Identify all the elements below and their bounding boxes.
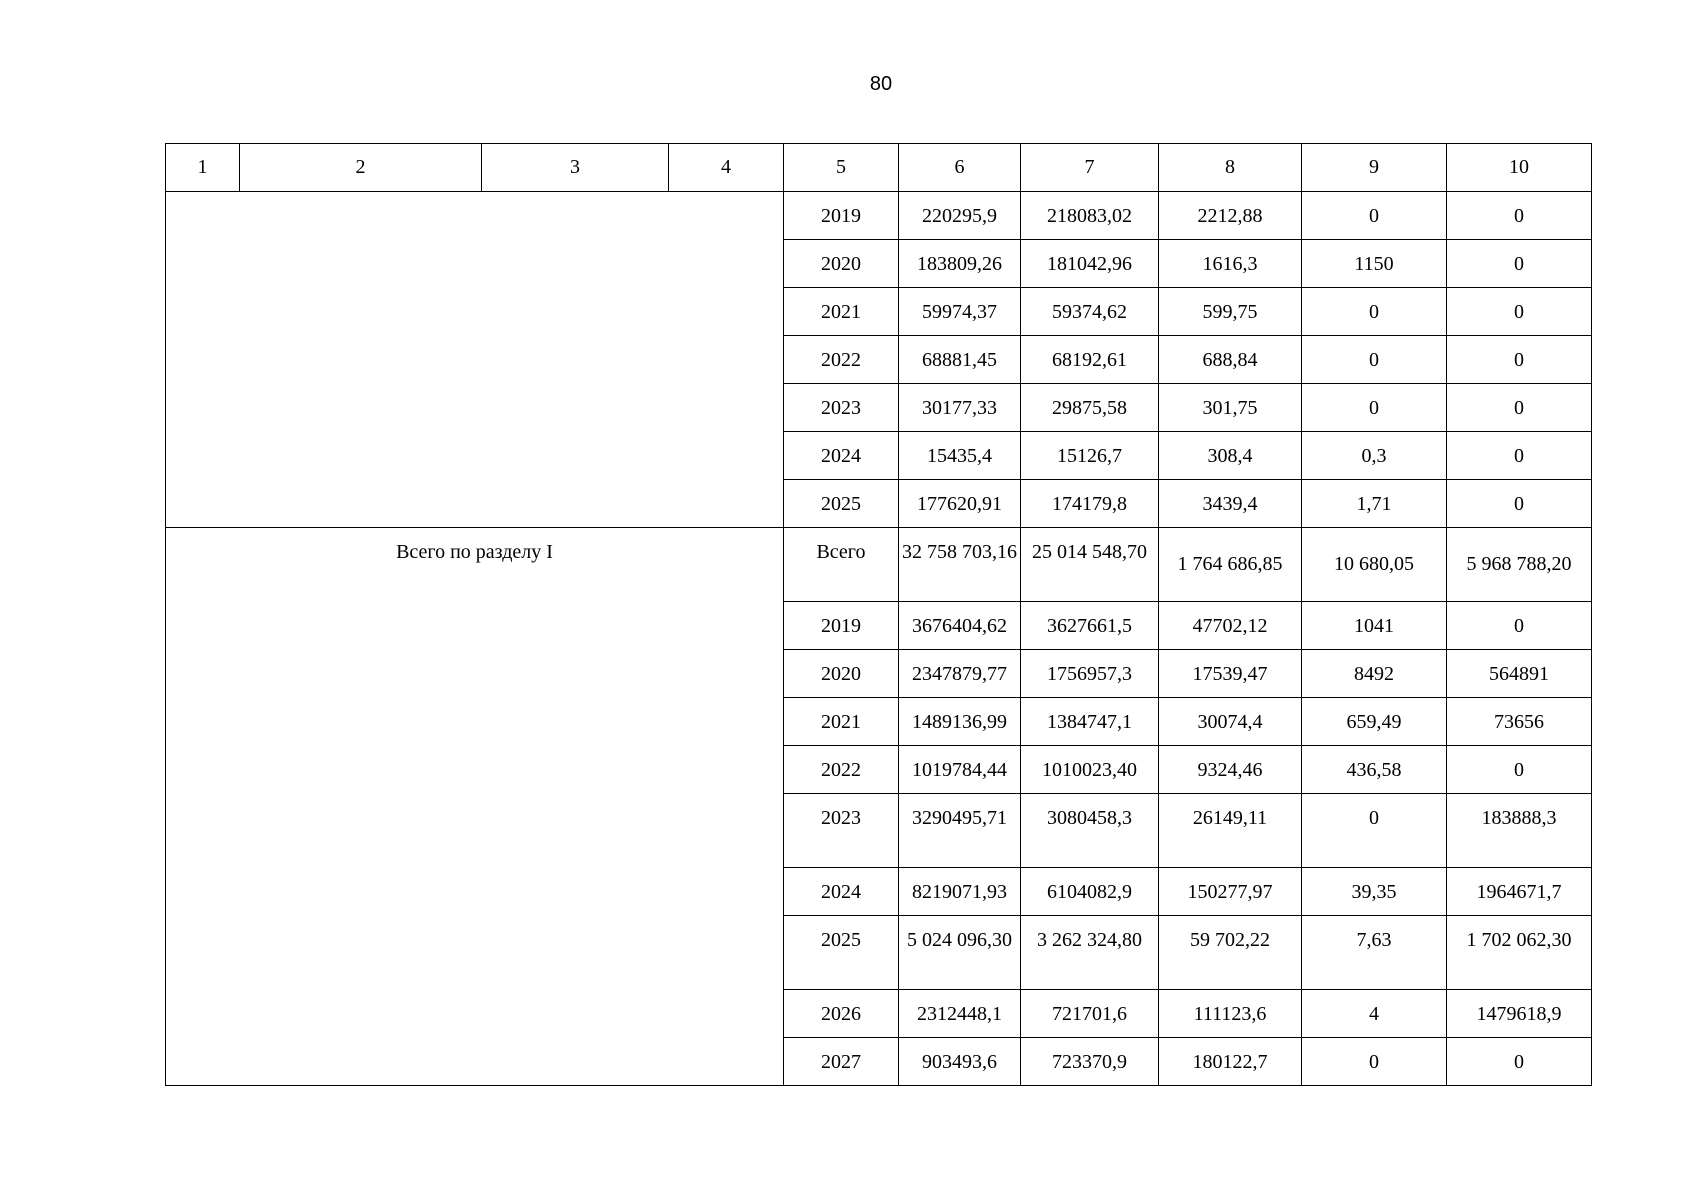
value-cell: 0 <box>1447 1038 1592 1086</box>
year-cell: 2020 <box>784 650 899 698</box>
value-cell: 3676404,62 <box>899 602 1021 650</box>
year-cell: 2019 <box>784 192 899 240</box>
value-cell: 0 <box>1302 288 1447 336</box>
value-cell: 6104082,9 <box>1021 868 1159 916</box>
value-cell: 1 764 686,85 <box>1159 528 1302 602</box>
value-cell: 4 <box>1302 990 1447 1038</box>
header-cell: 5 <box>784 144 899 192</box>
header-cell: 7 <box>1021 144 1159 192</box>
value-cell: 111123,6 <box>1159 990 1302 1038</box>
value-cell: 3 262 324,80 <box>1021 916 1159 990</box>
value-cell: 15126,7 <box>1021 432 1159 480</box>
header-cell: 2 <box>240 144 482 192</box>
value-cell: 59374,62 <box>1021 288 1159 336</box>
value-cell: 1041 <box>1302 602 1447 650</box>
value-cell: 2312448,1 <box>899 990 1021 1038</box>
value-cell: 3439,4 <box>1159 480 1302 528</box>
value-cell: 1150 <box>1302 240 1447 288</box>
value-cell: 17539,47 <box>1159 650 1302 698</box>
value-cell: 0 <box>1447 480 1592 528</box>
value-cell: 2212,88 <box>1159 192 1302 240</box>
header-row <box>166 144 1592 192</box>
value-cell: 0 <box>1447 288 1592 336</box>
year-cell: 2027 <box>784 1038 899 1086</box>
header-cell: 6 <box>899 144 1021 192</box>
value-cell: 218083,02 <box>1021 192 1159 240</box>
value-cell: 9324,46 <box>1159 746 1302 794</box>
value-cell: 183809,26 <box>899 240 1021 288</box>
year-cell: 2020 <box>784 240 899 288</box>
year-cell: 2022 <box>784 746 899 794</box>
year-cell: 2023 <box>784 384 899 432</box>
header-cell: 9 <box>1302 144 1447 192</box>
value-cell: 1 702 062,30 <box>1447 916 1592 990</box>
value-cell: 47702,12 <box>1159 602 1302 650</box>
value-cell: 1616,3 <box>1159 240 1302 288</box>
value-cell: 3290495,71 <box>899 794 1021 868</box>
year-cell: 2019 <box>784 602 899 650</box>
value-cell: 5 024 096,30 <box>899 916 1021 990</box>
value-cell: 30177,33 <box>899 384 1021 432</box>
value-cell: 32 758 703,16 <box>899 528 1021 602</box>
value-cell: 308,4 <box>1159 432 1302 480</box>
year-cell: 2021 <box>784 698 899 746</box>
section-total-label: Всего по разделу I <box>166 528 784 1086</box>
value-cell: 659,49 <box>1302 698 1447 746</box>
value-cell: 0 <box>1447 602 1592 650</box>
year-cell: 2024 <box>784 868 899 916</box>
value-cell: 180122,7 <box>1159 1038 1302 1086</box>
value-cell: 73656 <box>1447 698 1592 746</box>
value-cell: 26149,11 <box>1159 794 1302 868</box>
value-cell: 2347879,77 <box>899 650 1021 698</box>
year-cell: 2026 <box>784 990 899 1038</box>
year-cell: 2024 <box>784 432 899 480</box>
value-cell: 0 <box>1447 384 1592 432</box>
value-cell: 181042,96 <box>1021 240 1159 288</box>
value-cell: 68192,61 <box>1021 336 1159 384</box>
value-cell: 25 014 548,70 <box>1021 528 1159 602</box>
value-cell: 1489136,99 <box>899 698 1021 746</box>
value-cell: 1019784,44 <box>899 746 1021 794</box>
value-cell: 0 <box>1302 384 1447 432</box>
value-cell: 68881,45 <box>899 336 1021 384</box>
value-cell: 721701,6 <box>1021 990 1159 1038</box>
value-cell: 0 <box>1447 192 1592 240</box>
page-number: 80 <box>869 73 893 95</box>
value-cell: 723370,9 <box>1021 1038 1159 1086</box>
year-cell: 2021 <box>784 288 899 336</box>
value-cell: 3627661,5 <box>1021 602 1159 650</box>
value-cell: 177620,91 <box>899 480 1021 528</box>
year-cell: 2025 <box>784 916 899 990</box>
value-cell: 7,63 <box>1302 916 1447 990</box>
value-cell: 1384747,1 <box>1021 698 1159 746</box>
year-cell: 2025 <box>784 480 899 528</box>
value-cell: 1964671,7 <box>1447 868 1592 916</box>
value-cell: 8492 <box>1302 650 1447 698</box>
year-cell: 2022 <box>784 336 899 384</box>
value-cell: 174179,8 <box>1021 480 1159 528</box>
value-cell: 59974,37 <box>899 288 1021 336</box>
value-cell: 436,58 <box>1302 746 1447 794</box>
value-cell: 0 <box>1302 192 1447 240</box>
header-cell: 1 <box>166 144 240 192</box>
value-cell: 1479618,9 <box>1447 990 1592 1038</box>
year-cell: 2023 <box>784 794 899 868</box>
value-cell: 0 <box>1302 336 1447 384</box>
value-cell: 30074,4 <box>1159 698 1302 746</box>
value-cell: 183888,3 <box>1447 794 1592 868</box>
value-cell: 220295,9 <box>899 192 1021 240</box>
value-cell: 150277,97 <box>1159 868 1302 916</box>
header-cell: 4 <box>669 144 784 192</box>
value-cell: 0 <box>1447 432 1592 480</box>
value-cell: 1756957,3 <box>1021 650 1159 698</box>
value-cell: 8219071,93 <box>899 868 1021 916</box>
value-cell: 564891 <box>1447 650 1592 698</box>
year-cell: Всего <box>784 528 899 602</box>
value-cell: 0 <box>1447 336 1592 384</box>
value-cell: 15435,4 <box>899 432 1021 480</box>
value-cell: 0 <box>1302 794 1447 868</box>
value-cell: 5 968 788,20 <box>1447 528 1592 602</box>
merged-label-cell <box>166 192 784 528</box>
value-cell: 0 <box>1447 746 1592 794</box>
header-cell: 10 <box>1447 144 1592 192</box>
value-cell: 903493,6 <box>899 1038 1021 1086</box>
value-cell: 688,84 <box>1159 336 1302 384</box>
value-cell: 0 <box>1447 240 1592 288</box>
table-row <box>166 528 1592 602</box>
value-cell: 301,75 <box>1159 384 1302 432</box>
value-cell: 10 680,05 <box>1302 528 1447 602</box>
budget-table <box>165 143 1592 1086</box>
table-row <box>166 192 1592 240</box>
value-cell: 1,71 <box>1302 480 1447 528</box>
value-cell: 0,3 <box>1302 432 1447 480</box>
value-cell: 599,75 <box>1159 288 1302 336</box>
header-cell: 8 <box>1159 144 1302 192</box>
value-cell: 3080458,3 <box>1021 794 1159 868</box>
value-cell: 1010023,40 <box>1021 746 1159 794</box>
value-cell: 0 <box>1302 1038 1447 1086</box>
value-cell: 59 702,22 <box>1159 916 1302 990</box>
value-cell: 29875,58 <box>1021 384 1159 432</box>
value-cell: 39,35 <box>1302 868 1447 916</box>
header-cell: 3 <box>482 144 669 192</box>
